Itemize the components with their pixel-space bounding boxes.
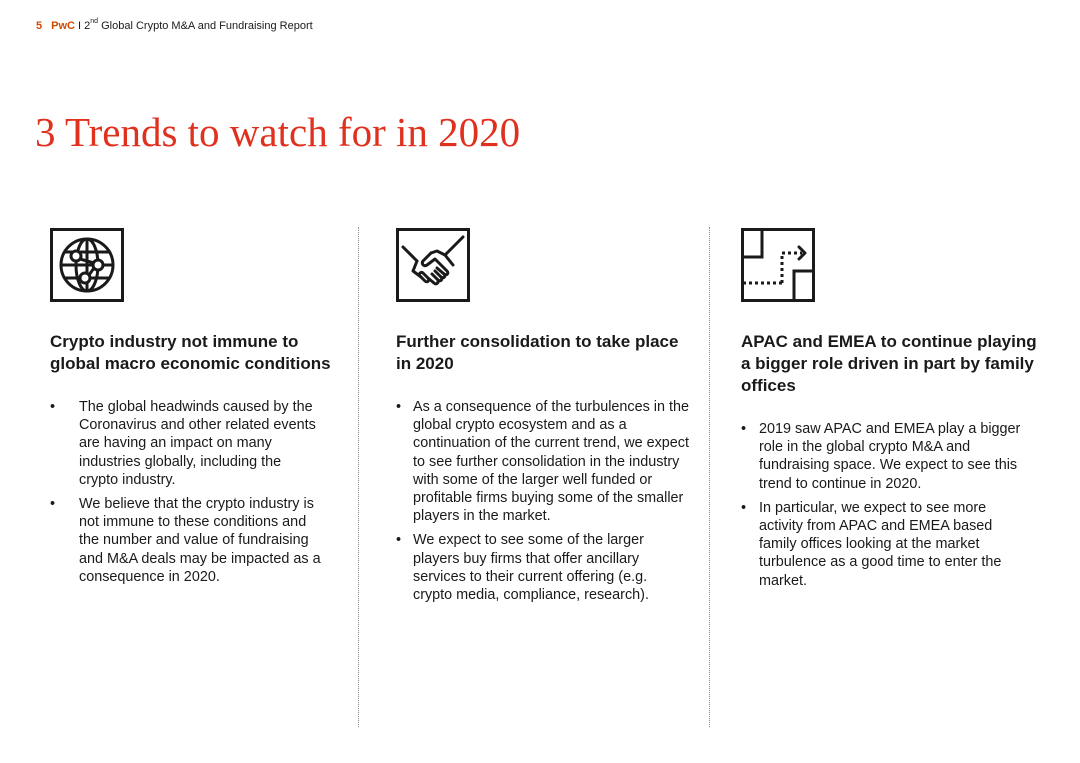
list-item: • We expect to see some of the larger players buy firms that offer ancillary services to their current offering (e.g. crypto media, compliance, research). — [396, 532, 649, 604]
trend-heading: Further consolidation to take place in 2020 — [396, 332, 679, 373]
column-divider — [709, 227, 710, 727]
list-item: • 2019 saw APAC and EMEA play a bigger role in the global crypto M&A and fundraising space. We expect to see this trend to continue in 2020. — [741, 421, 1021, 492]
list-item: • We believe that the crypto industry is not immune to these conditions and the number and value of fundraising and M&A deals may be impacted as a consequence in 2020. — [50, 496, 321, 585]
bullet-marker: • — [741, 421, 747, 437]
bullet-marker: • — [396, 399, 402, 415]
list-item: • In particular, we expect to see more activity from APAC and EMEA based family offices looking at the market turbulence as a good time to enter the market. — [741, 499, 1002, 589]
trend-bullet-list — [50, 398, 350, 586]
list-item: • As a consequence of the turbulences in the global crypto ecosystem and as a continuation of the current trend, we expect to see further consolidation in the industry with some of the larger well funded or profitable firms buying some of the smaller players in the market. — [396, 399, 690, 525]
bullet-marker: • — [396, 532, 402, 549]
trend-column-macro — [50, 228, 350, 592]
trend-heading: Crypto industry not immune to global macro economic conditions — [50, 332, 331, 373]
page-title: 3 Trends to watch for in 2020 — [35, 109, 521, 155]
page-number: 5 — [36, 20, 43, 32]
bullet-marker: • — [50, 496, 56, 513]
globe-network-icon — [50, 228, 124, 302]
report-title: Global Crypto M&A and Fundraising Report — [98, 20, 313, 32]
header-separator: I 2 — [74, 20, 91, 32]
trend-heading: APAC and EMEA to continue playing a bigger role driven in part by family offices — [741, 332, 1037, 395]
bullet-marker: • — [50, 399, 56, 415]
trend-bullet-list — [741, 420, 1041, 590]
trend-column-apac-emea — [741, 228, 1041, 596]
bullet-marker: • — [741, 499, 747, 516]
list-item: • The global headwinds caused by the Coronavirus and other related events are having an impact on many industries globally, including the crypto industry. — [50, 399, 316, 488]
column-divider — [358, 227, 359, 727]
trend-column-consolidation — [396, 228, 696, 610]
handshake-icon — [396, 228, 470, 302]
path-arrow-icon — [741, 228, 815, 302]
header-superscript: nd — [90, 18, 99, 25]
brand-name: PwC — [51, 20, 75, 32]
trend-bullet-list — [396, 398, 696, 604]
page-header — [36, 20, 313, 32]
